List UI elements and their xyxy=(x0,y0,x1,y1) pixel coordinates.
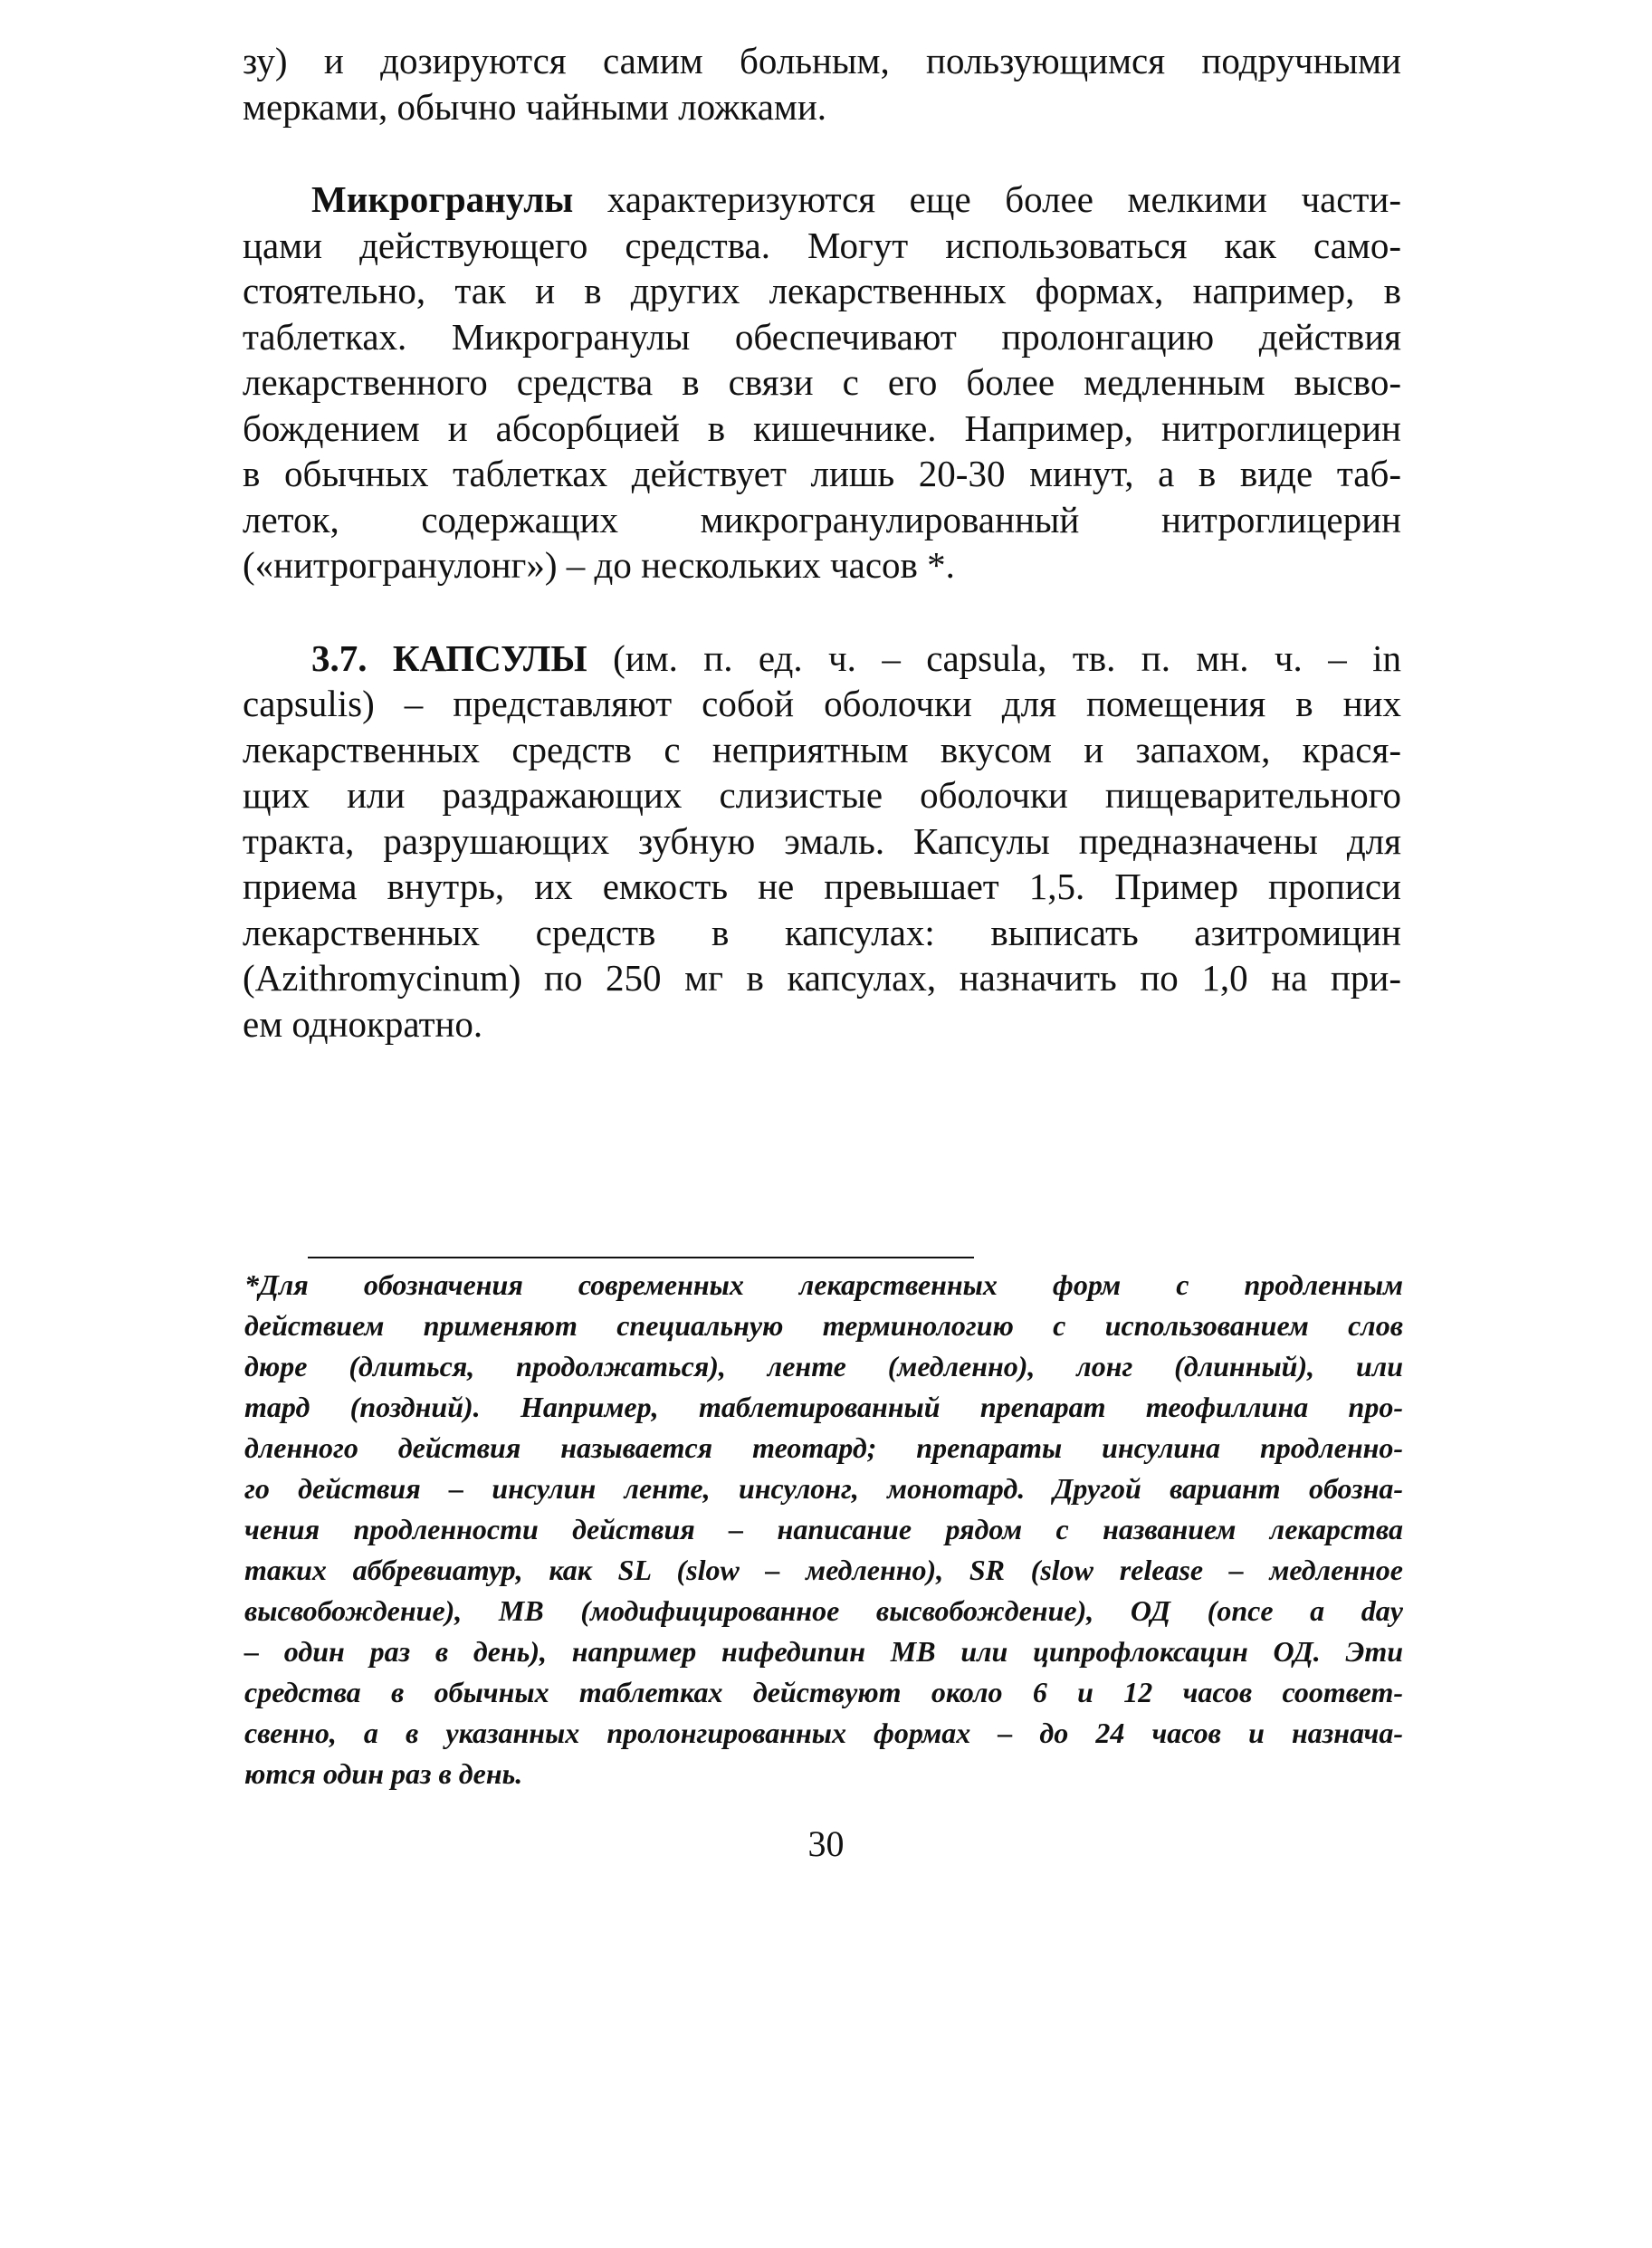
footnote-line: – один раз в день), например нифедипин МВ или ципрофлоксацин ОД. Эти xyxy=(244,1635,1403,1668)
text-line: зу) и дозируются самим больным, пользующимся подручными xyxy=(243,40,1401,81)
footnote-line: го действия – инсулин ленте, инсулонг, монотард. Другой вариант обозна- xyxy=(244,1472,1403,1505)
footnote-line: средства в обычных таблетках действуют около 6 и 12 часов соответ- xyxy=(244,1676,1403,1708)
text-line: стоятельно, так и в других лекарственных формах, например, в xyxy=(243,270,1401,311)
text-fragment: характеризуются еще более мелкими части- xyxy=(573,178,1401,220)
text-line: бождением и абсорбцией в кишечнике. Например, нитроглицерин xyxy=(243,407,1401,449)
footnote-line: действием применяют специальную терминологию с использованием слов xyxy=(244,1309,1403,1342)
text-line xyxy=(243,636,1401,682)
text-line: леток, содержащих микрогранулированный нитроглицерин xyxy=(243,498,1401,540)
text-line: capsulis) – представляют собой оболочки для помещения в них xyxy=(243,683,1401,724)
text-line: лекарственных средств с неприятным вкусом и запахом, крася- xyxy=(243,728,1401,770)
footnote-line: дленного действия называется теотард; препараты инсулина продленно- xyxy=(244,1431,1403,1464)
paragraph-continuation xyxy=(243,38,1401,129)
footnote-line: дюре (длиться, продолжаться), ленте (медленно), лонг (длинный), или xyxy=(244,1350,1403,1382)
text-line: мерками, обычно чайными ложками. xyxy=(243,85,827,128)
footnote xyxy=(244,1265,1403,1794)
text-line: тракта, разрушающих зубную эмаль. Капсулы предназначены для xyxy=(243,819,1401,862)
text-line: лекарственных средств в капсулах: выписать азитромицин xyxy=(243,911,1401,953)
text-line: приема внутрь, их емкость не превышает 1,5. Пример прописи xyxy=(243,866,1401,907)
term-microgranules: Микрогранулы xyxy=(311,178,574,220)
text-line: щих или раздражающих слизистые оболочки пищеварительного xyxy=(243,774,1401,816)
footnote-line: высвобождение), МВ (модифицированное высвобождение), ОД (once a day xyxy=(244,1594,1403,1627)
text-fragment: (им. п. ед. ч. – capsula, тв. п. мн. ч. – in xyxy=(587,636,1401,679)
text-line xyxy=(243,177,1401,223)
text-line: (Azithromycinum) по 250 мг в капсулах, назначить по 1,0 на при- xyxy=(243,957,1401,999)
text-line: («нитрогранулонг») – до нескольких часов *. xyxy=(243,544,955,586)
page-number: 30 xyxy=(807,1823,845,1864)
footnote-line: таких аббревиатур, как SL (slow – медленно), SR (slow release – медленное xyxy=(244,1554,1403,1586)
text-line: в обычных таблетках действует лишь 20-30 минут, а в виде таб- xyxy=(243,453,1401,494)
section-heading-capsules: 3.7. КАПСУЛЫ xyxy=(311,636,587,679)
text-line: лекарственного средства в связи с его более медленным высво- xyxy=(243,361,1401,403)
text-line: ем однократно. xyxy=(243,1002,483,1045)
text-line: таблетках. Микрогранулы обеспечивают пролонгацию действия xyxy=(243,315,1401,358)
footnote-line: *Для обозначения современных лекарственных форм с продленным xyxy=(244,1268,1403,1301)
footnote-divider xyxy=(308,1257,974,1258)
footnote-line: тард (поздний). Например, таблетированный препарат теофиллина про- xyxy=(244,1391,1403,1423)
footnote-line: чения продленности действия – написание рядом с названием лекарства xyxy=(244,1513,1403,1545)
footnote-line: ются один раз в день. xyxy=(244,1757,523,1790)
paragraph-microgranules xyxy=(243,177,1401,588)
footnote-line: свенно, а в указанных пролонгированных формах – до 24 часов и назнача- xyxy=(244,1717,1403,1749)
paragraph-capsules xyxy=(243,636,1401,1047)
text-line: цами действующего средства. Могут использоваться как само- xyxy=(243,224,1401,266)
main-text xyxy=(243,38,1401,1047)
